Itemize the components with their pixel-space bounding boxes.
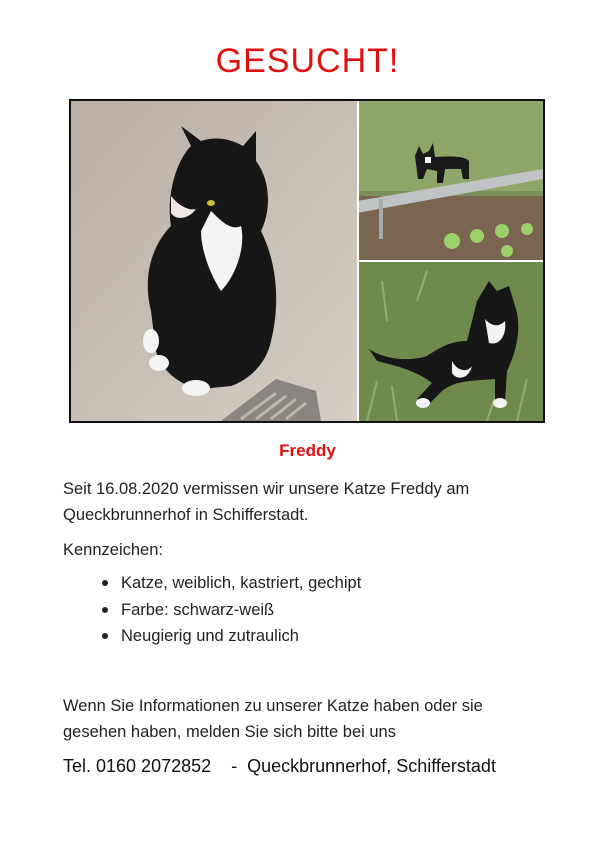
distinguishing-marks-list (100, 570, 361, 650)
distinguishing-marks-label: Kennzeichen: (63, 541, 163, 559)
poster-title: GESUCHT! (215, 42, 400, 80)
photo-cat-lying-in-grass (357, 261, 543, 421)
contact-request: Wenn Sie Informationen zu unserer Katze haben oder sie gesehen haben, melden Sie sich bitte bei uns (63, 697, 483, 741)
list-item: Katze, weiblich, kastriert, gechipt (100, 570, 361, 597)
list-item: Neugierig und zutraulich (100, 623, 361, 650)
list-item: Farbe: schwarz-weiß (100, 597, 361, 624)
contact-line: Tel. 0160 2072852 - Queckbrunnerhof, Schifferstadt (63, 756, 496, 776)
cat-name: Freddy (279, 441, 336, 460)
photo-collage (69, 99, 545, 423)
photo-cat-sitting-on-concrete (71, 101, 357, 421)
photo-cat-walking-in-garden (357, 101, 543, 261)
missing-description: Seit 16.08.2020 vermissen wir unsere Katze Freddy am Queckbrunnerhof in Schifferstadt. (63, 480, 470, 524)
